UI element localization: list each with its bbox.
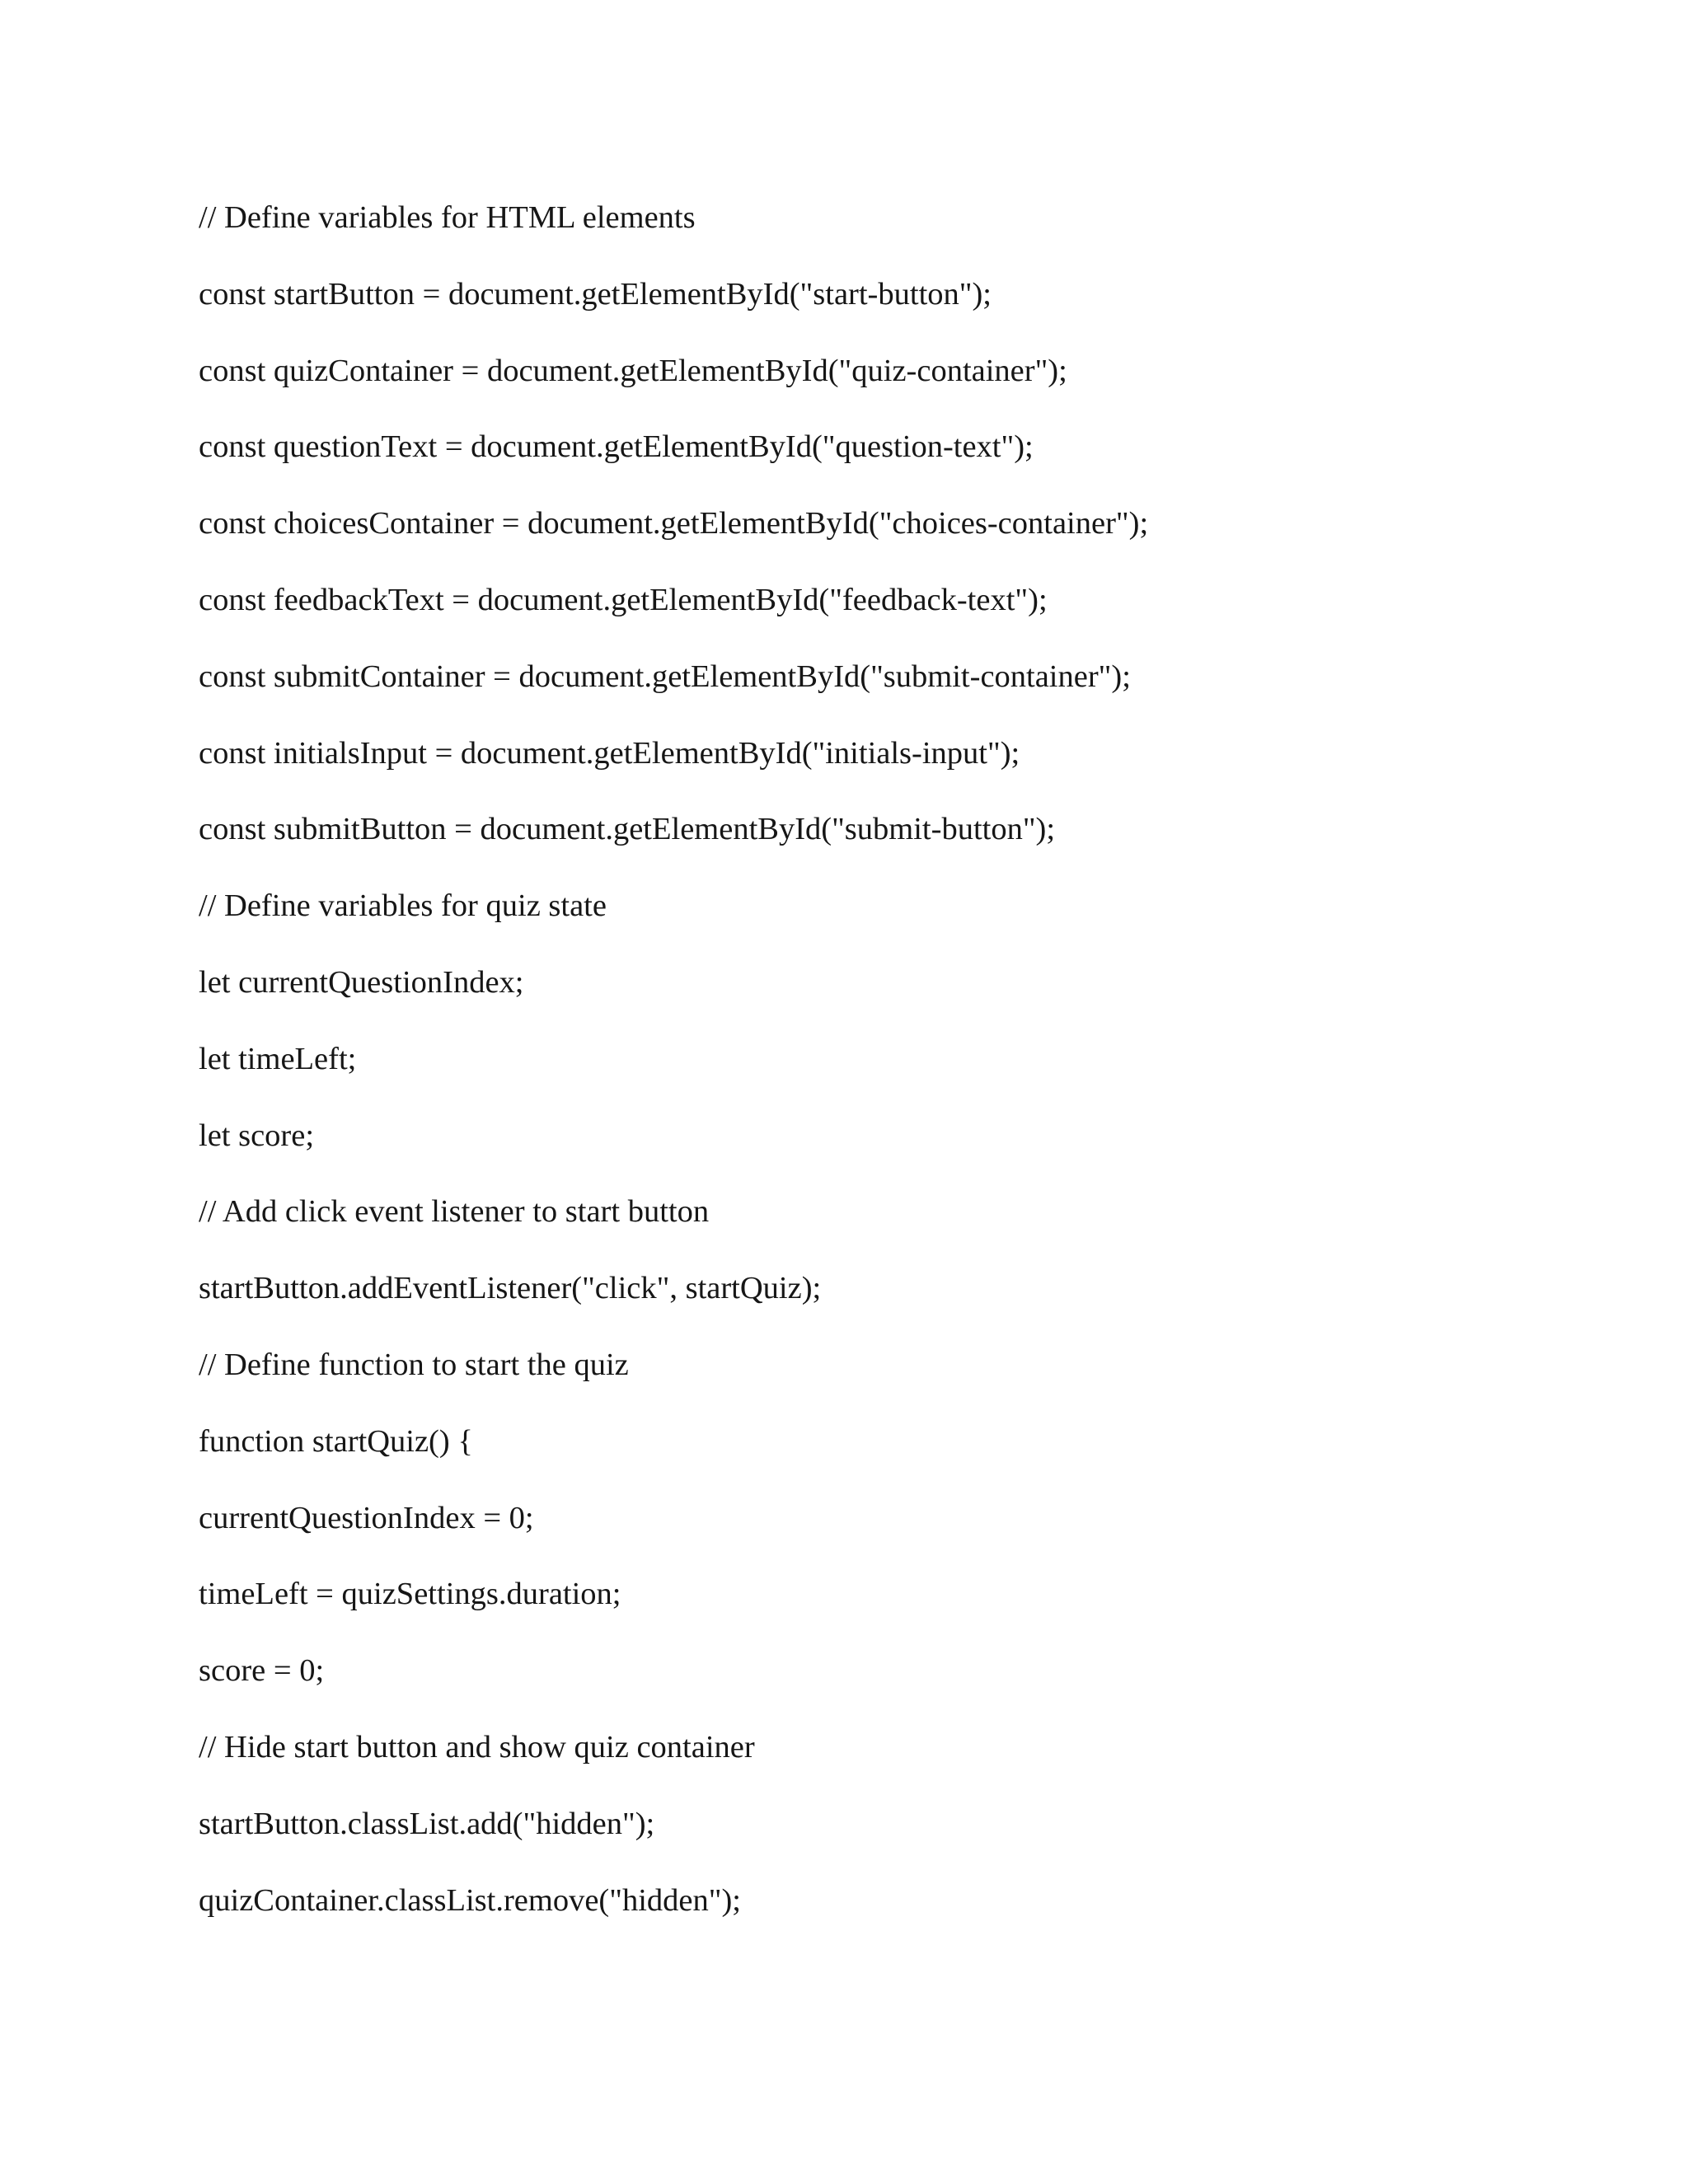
text-line: const initialsInput = document.getElementById("initials-input"); — [199, 735, 1020, 771]
text-line: let timeLeft; — [199, 1041, 357, 1076]
text-line: const startButton = document.getElementById("start-button"); — [199, 276, 992, 312]
text-line: const feedbackText = document.getElementById("feedback-text"); — [199, 582, 1048, 617]
text-line: const choicesContainer = document.getElementById("choices-container"); — [199, 506, 1149, 541]
text-line: // Define function to start the quiz — [199, 1347, 629, 1382]
text-line: let score; — [199, 1118, 315, 1153]
text-line: startButton.addEventListener("click", startQuiz); — [199, 1271, 822, 1306]
text-line: currentQuestionIndex = 0; — [199, 1500, 534, 1535]
text-line: // Hide start button and show quiz container — [199, 1729, 755, 1765]
text-line: function startQuiz() { — [199, 1423, 473, 1459]
code-lines — [199, 196, 1600, 1955]
text-line: // Define variables for HTML elements — [199, 200, 696, 235]
text-line: const quizContainer = document.getElementById("quiz-container"); — [199, 353, 1067, 388]
text-line: quizContainer.classList.remove("hidden"); — [199, 1882, 741, 1918]
text-line: // Define variables for quiz state — [199, 888, 607, 924]
text-line: const questionText = document.getElementById("question-text"); — [199, 429, 1034, 465]
text-line: score = 0; — [199, 1653, 325, 1689]
text-line: startButton.classList.add("hidden"); — [199, 1806, 655, 1841]
text-line: // Add click event listener to start button — [199, 1194, 710, 1230]
text-line: const submitContainer = document.getElementById("submit-container"); — [199, 658, 1131, 694]
text-line: timeLeft = quizSettings.duration; — [199, 1577, 621, 1612]
text-line: let currentQuestionIndex; — [199, 964, 524, 1000]
text-line: const submitButton = document.getElementById("submit-button"); — [199, 812, 1056, 847]
